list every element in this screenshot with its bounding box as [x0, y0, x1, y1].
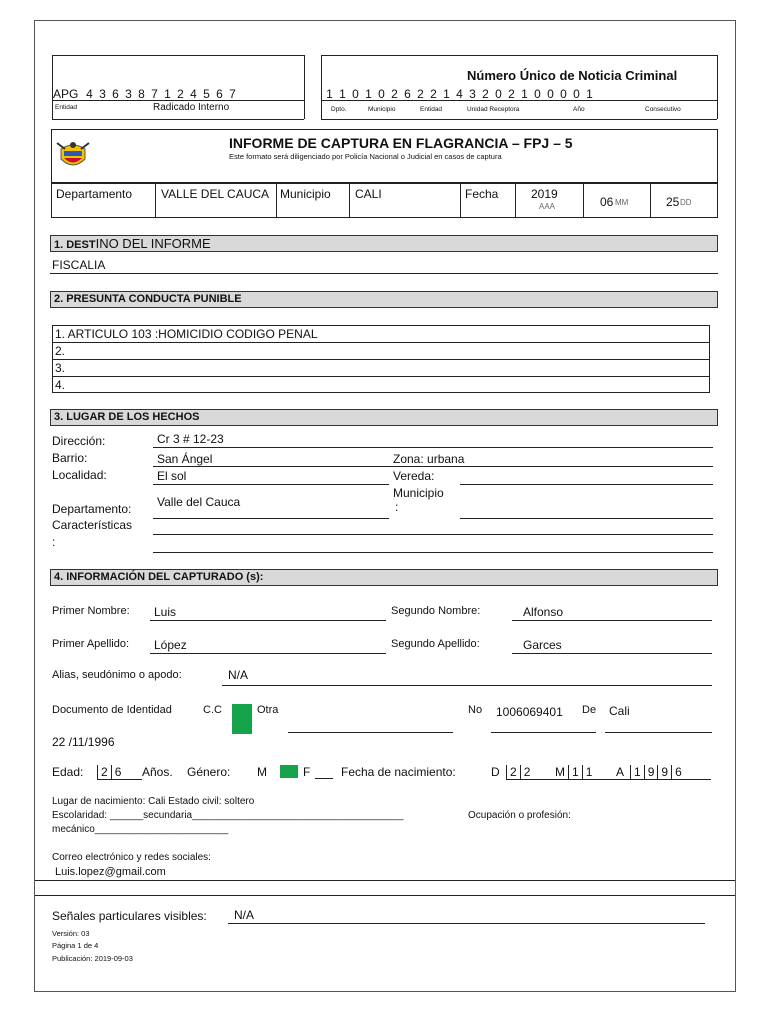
correo-value: Luis.lopez@gmail.com [55, 866, 166, 878]
radicado-digits [83, 87, 239, 101]
destino-line [50, 273, 718, 274]
barrio-line [153, 466, 713, 467]
header-right-bottom [321, 119, 717, 120]
primer-nombre-label: Primer Nombre: [52, 605, 130, 617]
nunc-digit-9: 2 [430, 87, 437, 101]
municipio3-colon: : [395, 500, 399, 514]
dia-value: 25 [666, 195, 680, 209]
loc-div-7 [650, 183, 651, 218]
radicado-digit-3: 6 [112, 87, 119, 101]
primer-apellido-value: López [154, 638, 187, 652]
nunc-digit-12: 3 [469, 87, 476, 101]
otra-label: Otra [257, 704, 279, 716]
conducta-table [52, 325, 710, 393]
cc-checkbox[interactable] [232, 704, 252, 734]
section2-header: 2. PRESUNTA CONDUCTA PUNIBLE [50, 291, 718, 308]
genero-label: Género: [187, 765, 231, 779]
radicado-digit-5: 8 [138, 87, 145, 101]
correo-label: Correo electrónico y redes sociales: [52, 852, 211, 863]
dia-nac-digit-2: 2 [520, 765, 534, 779]
nunc-digit-6: 2 [391, 87, 398, 101]
radicado-digit-4: 3 [125, 87, 132, 101]
section3-header: 3. LUGAR DE LOS HECHOS [50, 409, 718, 426]
correo-line-1 [35, 880, 735, 881]
segundo-nombre-line [512, 620, 712, 621]
dia-unit: DD [680, 198, 692, 207]
edad-label: Edad: [52, 765, 84, 779]
nunc-digit-13: 2 [482, 87, 489, 101]
radicado-digit-10: 5 [203, 87, 210, 101]
senales-line [228, 923, 705, 924]
sub-dpto: Dpto. [331, 106, 347, 113]
correo-line-2 [35, 895, 735, 896]
nunc-digit-8: 2 [417, 87, 424, 101]
departamento-value: VALLE DEL CAUCA [161, 187, 270, 201]
direccion-value: Cr 3 # 12-23 [157, 432, 224, 446]
apg-label: APG [53, 87, 79, 101]
radicado-digit-11: 6 [216, 87, 223, 101]
nunc-digit-17: 0 [534, 87, 541, 101]
municipio3-line [460, 518, 713, 519]
nunc-digit-20: 0 [573, 87, 580, 101]
d-label: D [491, 765, 500, 779]
edad-underline [97, 779, 142, 780]
anio-unit: AAA [539, 202, 556, 211]
localidad-label: Localidad: [52, 468, 107, 482]
nunc-digit-5: 0 [378, 87, 385, 101]
sub-municipio: Municipio [368, 106, 396, 113]
f-line [315, 778, 333, 779]
conducta-row-4: 4. [55, 378, 66, 392]
fecha-expedicion: 22 /11/1996 [52, 735, 115, 749]
localidad-value: El sol [157, 469, 187, 483]
nac-underline [506, 779, 711, 780]
sub-unidad: Unidad Receptora [467, 106, 520, 113]
alias-label: Alias, seudónimo o apodo: [52, 669, 182, 681]
conducta-row-3: 3. [55, 361, 66, 375]
mes-unit: MM [615, 198, 629, 207]
coat-of-arms-icon [55, 139, 91, 171]
edad-digit-2: 6 [111, 765, 125, 779]
radicado-digit-1: 4 [86, 87, 93, 101]
barrio-value: San Ángel [157, 452, 213, 466]
departamento3-label: Departamento: [52, 502, 132, 516]
nunc-digit-1: 1 [326, 87, 333, 101]
section4-header: 4. INFORMACIÓN DEL CAPTURADO (s): [50, 569, 718, 586]
loc-div-2 [276, 183, 277, 218]
radicado-digit-2: 3 [99, 87, 106, 101]
primer-apellido-line [150, 653, 386, 654]
section1-header [50, 235, 718, 252]
alias-line [222, 685, 712, 686]
fecha-label: Fecha [465, 187, 499, 201]
no-line [491, 732, 596, 733]
form-subtitle: Este formato será diligenciado por Policía Nacional o Judicial en casos de captura [229, 152, 502, 161]
a-label: A [616, 765, 625, 779]
radicado-digit-8: 2 [177, 87, 184, 101]
zona-label: Zona: urbana [393, 452, 465, 466]
segundo-nombre-value: Alfonso [523, 605, 564, 619]
alias-value: N/A [228, 668, 249, 682]
no-label: No [468, 704, 483, 716]
municipio3-label: Municipio [393, 486, 444, 500]
radicado-digit-9: 4 [190, 87, 197, 101]
nunc-digit-10: 1 [443, 87, 450, 101]
direccion-line [153, 447, 713, 448]
nunc-digit-7: 6 [404, 87, 411, 101]
nunc-digit-11: 4 [456, 87, 463, 101]
de-line [605, 732, 712, 733]
header-left-right [304, 55, 305, 119]
header-left-bottom [52, 119, 304, 120]
header-right-left [321, 55, 322, 119]
departamento-label: Departamento [56, 187, 133, 201]
primer-nombre-value: Luis [154, 605, 177, 619]
segundo-nombre-label: Segundo Nombre: [391, 605, 481, 617]
nunc-digit-14: 0 [495, 87, 502, 101]
conducta-row-2: 2. [55, 344, 66, 358]
anio-nac-digit-2: 9 [644, 765, 658, 779]
edad-digit-1: 2 [97, 765, 111, 779]
m-label: M [257, 765, 267, 779]
header-right-right [717, 55, 718, 119]
localidad-line [153, 484, 389, 485]
nunc-digit-15: 2 [508, 87, 515, 101]
edad-digits [97, 765, 124, 779]
ocupacion-label: Ocupación o profesión: [468, 810, 571, 821]
footer-pagina: Página 1 de 4 [52, 941, 99, 950]
label-entidad: Entidad [55, 104, 78, 111]
section1-title-rest: INO DEL INFORME [95, 236, 211, 251]
loc-div-3 [349, 183, 350, 218]
lugar-line: Lugar de nacimiento: Cali Estado civil: soltero [52, 796, 255, 807]
caracteristicas-line-1 [153, 534, 713, 535]
sub-consecutivo: Consecutivo [645, 106, 681, 113]
genero-m-checkbox[interactable] [280, 765, 298, 778]
mes-nac-digit-2: 1 [582, 765, 596, 779]
otra-line [288, 732, 453, 733]
nunc-digit-4: 1 [365, 87, 372, 101]
header-left-top [52, 55, 304, 56]
escolaridad-line: Escolaridad: ______secundaria______________________________________ [52, 810, 404, 821]
nunc-digit-18: 0 [547, 87, 554, 101]
fecha-nac-label: Fecha de nacimiento: [341, 765, 456, 779]
mes-nac-digits [568, 765, 595, 779]
de-value: Cali [609, 704, 630, 718]
anio-nac-digits [630, 765, 685, 779]
anio-nac-digit-4: 6 [671, 765, 685, 779]
vereda-label: Vereda: [393, 469, 435, 483]
barrio-label: Barrio: [52, 451, 88, 465]
anios-label: Años. [142, 765, 173, 779]
caracteristicas-label: Características [52, 518, 133, 532]
form-title: INFORME DE CAPTURA EN FLAGRANCIA – FPJ – 5 [229, 135, 573, 151]
radicado-digit-6: 7 [151, 87, 158, 101]
caracteristicas-line-2 [153, 552, 713, 553]
conducta-row-1: 1. ARTICULO 103 :HOMICIDIO CODIGO PENAL [55, 327, 318, 341]
mes-nac-label: M [555, 765, 565, 779]
primer-nombre-line [150, 620, 386, 621]
senales-value: N/A [234, 908, 255, 922]
nunc-digit-21: 1 [586, 87, 593, 101]
caracteristicas-colon: : [52, 535, 56, 549]
segundo-apellido-label: Segundo Apellido: [391, 638, 480, 650]
departamento3-line [153, 518, 389, 519]
segundo-apellido-line [512, 653, 712, 654]
nunc-digit-19: 0 [560, 87, 567, 101]
direccion-label: Dirección: [52, 434, 106, 448]
primer-apellido-label: Primer Apellido: [52, 638, 130, 650]
anio-nac-digit-1: 1 [630, 765, 644, 779]
footer-version: Versión: 03 [52, 929, 90, 938]
header-right-top [321, 55, 717, 56]
mes-nac-digit-1: 1 [568, 765, 582, 779]
header-left-underline [52, 100, 304, 101]
dia-nac-digit-1: 2 [506, 765, 520, 779]
municipio-value: CALI [355, 187, 382, 201]
nunc-digit-2: 1 [339, 87, 346, 101]
sub-anio: Año [573, 106, 585, 113]
nunc-digits [323, 87, 596, 101]
cc-label: C.C [203, 704, 222, 716]
nunc-digit-16: 1 [521, 87, 528, 101]
municipio-label: Municipio [280, 187, 331, 201]
sub-entidad: Entidad [420, 106, 443, 113]
radicado-digit-12: 7 [229, 87, 236, 101]
f-label: F [303, 765, 311, 779]
anio-value: 2019 [531, 187, 558, 201]
section1-title-bold: 1. DEST [54, 239, 96, 251]
destino-value: FISCALIA [52, 258, 106, 272]
header-right-underline [321, 100, 717, 101]
form-page [34, 20, 736, 992]
anio-nac-digit-3: 9 [657, 765, 671, 779]
dia-nac-digits [506, 765, 533, 779]
segundo-apellido-value: Garces [523, 638, 562, 652]
no-value: 1006069401 [496, 705, 563, 719]
loc-div-4 [460, 183, 461, 218]
footer-publicacion: Publicación: 2019-09-03 [52, 954, 133, 963]
documento-label: Documento de Identidad [52, 704, 172, 716]
senales-label: Señales particulares visibles: [52, 909, 207, 923]
radicado-digit-7: 1 [164, 87, 171, 101]
mecanico-line: mecánico________________________ [52, 824, 229, 835]
nunc-digit-3: 0 [352, 87, 359, 101]
label-radicado: Radicado Interno [153, 102, 230, 113]
vereda-line [460, 484, 713, 485]
numero-unico-title: Número Único de Noticia Criminal [467, 68, 678, 83]
loc-div-6 [583, 183, 584, 218]
mes-value: 06 [600, 195, 614, 209]
de-label: De [582, 704, 597, 716]
loc-div-5 [515, 183, 516, 218]
departamento3-value: Valle del Cauca [157, 495, 241, 509]
